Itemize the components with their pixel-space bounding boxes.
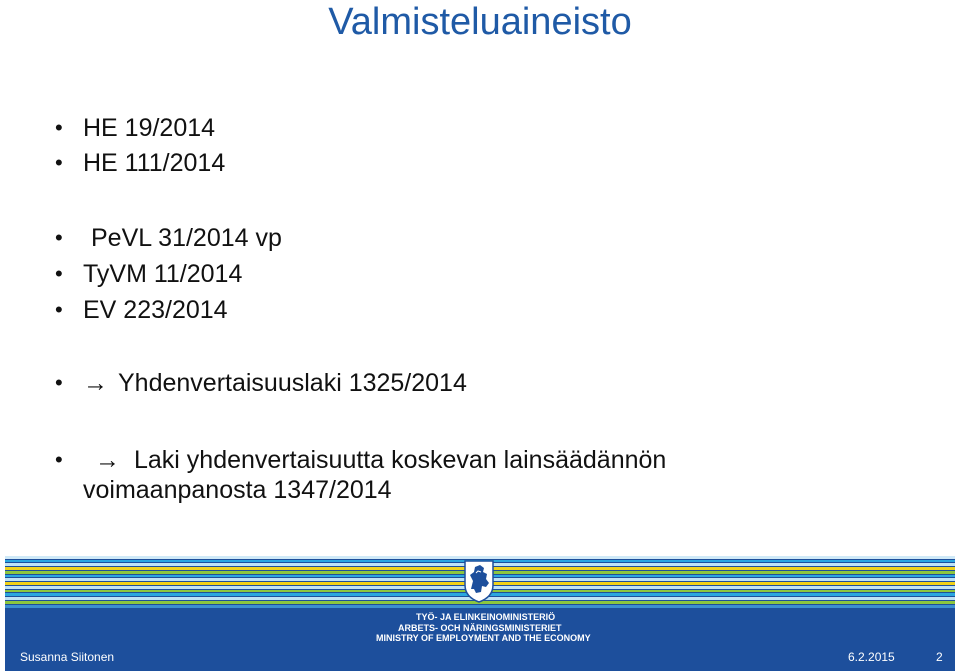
footer-page-number: 2: [936, 650, 943, 664]
footer-author: Susanna Siitonen: [20, 650, 115, 664]
ministry-name-fi: TYÖ- JA ELINKEINOMINISTERIÖ: [416, 612, 556, 622]
bullet-dot-icon: •: [55, 297, 63, 322]
bullet-text: EV 223/2014: [83, 296, 228, 324]
bullet-text: HE 111/2014: [83, 149, 226, 177]
bullet-text: TyVM 11/2014: [83, 260, 243, 288]
bullet-dot-icon: •: [55, 150, 63, 175]
bullet-text: HE 19/2014: [83, 114, 216, 142]
slide-title: Valmisteluaineisto: [328, 1, 632, 43]
bullet-text-content: Laki yhdenvertaisuutta koskevan lainsäädännön: [134, 446, 667, 474]
bullet-text: [83, 368, 467, 398]
ministry-name-sv: ARBETS- OCH NÄRINGSMINISTERIET: [398, 622, 562, 633]
bullet-text-continuation: voimaanpanosta 1347/2014: [83, 476, 392, 504]
footer-stripe: [5, 605, 955, 608]
bullet-text: [95, 445, 666, 475]
bullet-text: PeVL 31/2014 vp: [91, 224, 282, 252]
bullet-dot-icon: •: [55, 370, 63, 395]
ministry-name-en: MINISTRY OF EMPLOYMENT AND THE ECONOMY: [376, 633, 591, 643]
bullet-dot-icon: •: [55, 225, 63, 250]
arrow-right-icon: →: [83, 369, 108, 397]
bullet-text-content: Yhdenvertaisuuslaki 1325/2014: [118, 369, 467, 397]
ministry-name: [376, 612, 591, 644]
bullet-dot-icon: •: [55, 115, 63, 140]
bullet-dot-icon: •: [55, 447, 63, 472]
bullet-dot-icon: •: [55, 261, 63, 286]
arrow-right-icon: →: [95, 446, 120, 474]
footer-date: 6.2.2015: [848, 650, 895, 664]
finnish-lion-logo-icon: [462, 559, 496, 603]
